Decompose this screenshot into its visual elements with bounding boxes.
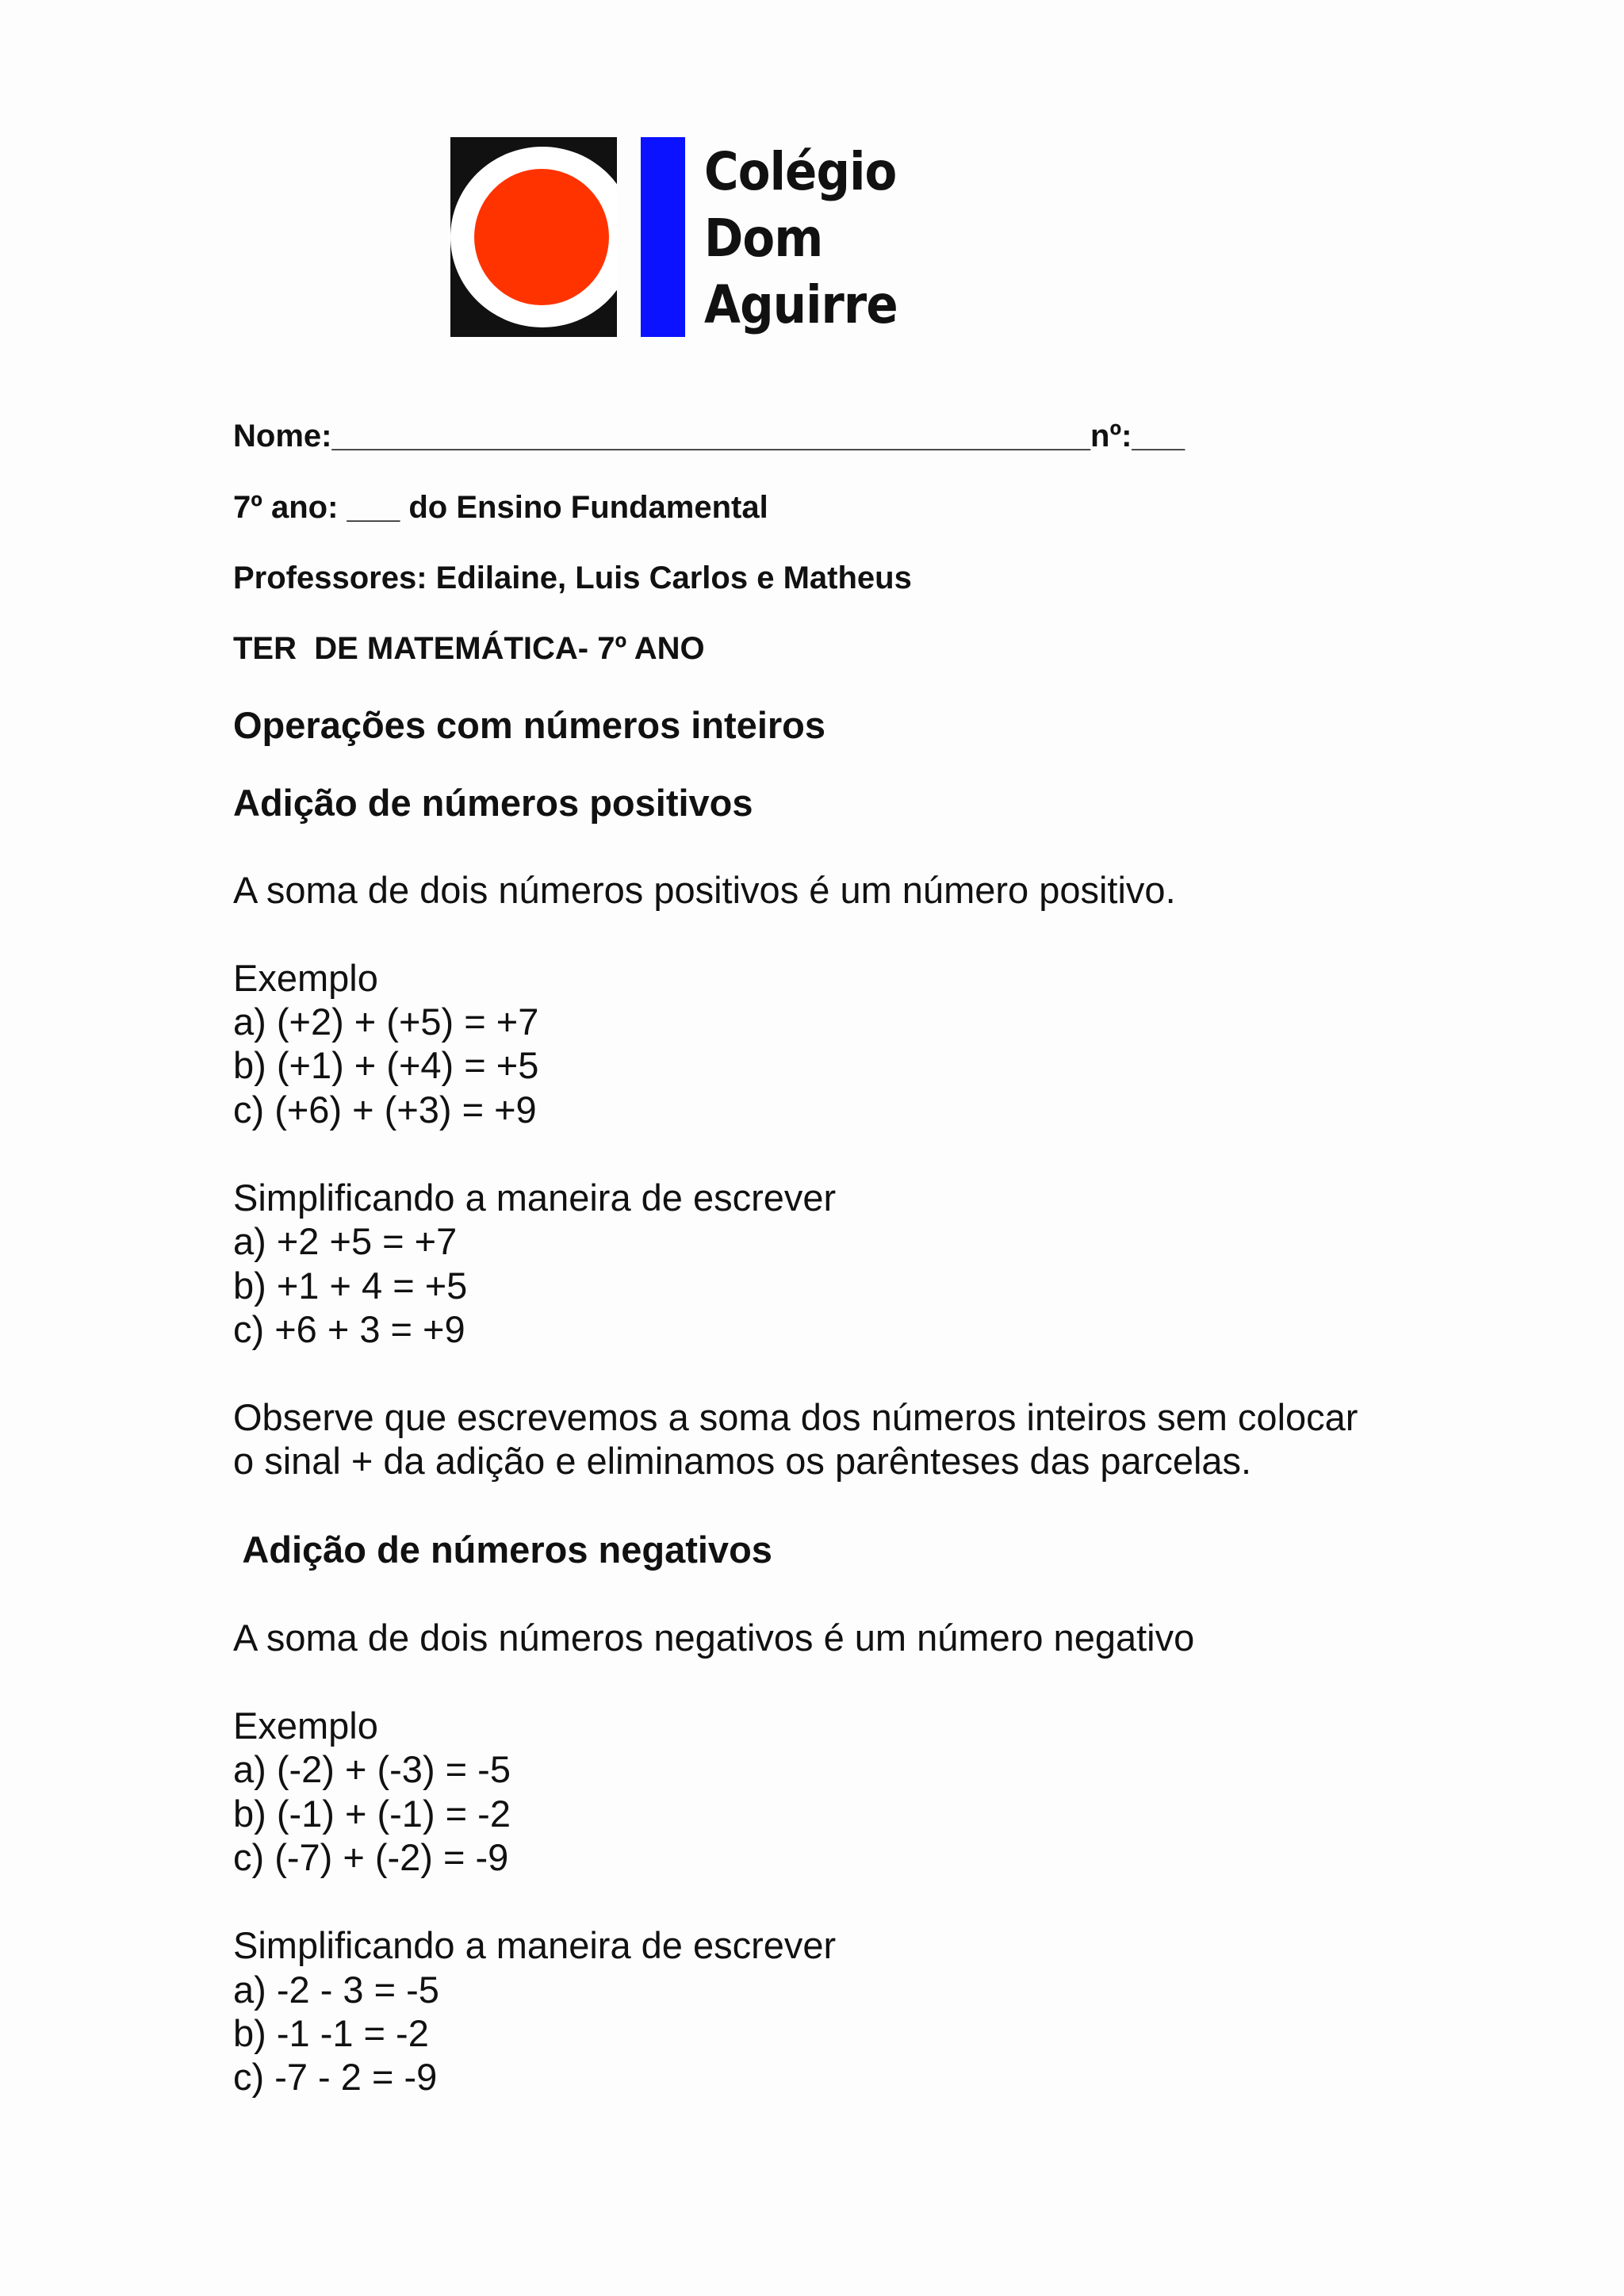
positive-simplified-b: b) +1 + 4 = +5 [233, 1265, 468, 1307]
school-name-line2: Dom Aguirre [704, 208, 898, 335]
positive-example-a: a) (+2) + (+5) = +7 [233, 1001, 539, 1043]
negative-simplified-b: b) -1 -1 = -2 [233, 2012, 429, 2054]
positive-example-b: b) (+1) + (+4) = +5 [233, 1044, 539, 1086]
positive-simplify-label: Simplificando a maneira de escrever [233, 1177, 837, 1219]
positive-example-c: c) (+6) + (+3) = +9 [233, 1089, 537, 1131]
negative-addition-title: Adição de números negativos [233, 1529, 772, 1571]
grade-line: 7º ano: ___ do Ensino Fundamental [233, 490, 768, 525]
negative-example-b: b) (-1) + (-1) = -2 [233, 1793, 511, 1835]
positive-example-label: Exemplo [233, 957, 378, 999]
positive-addition-title: Adição de números positivos [233, 782, 753, 824]
subject-line: TER DE MATEMÁTICA- 7º ANO [233, 631, 705, 666]
positive-rule: A soma de dois números positivos é um número positivo. [233, 869, 1176, 911]
negative-simplified-c: c) -7 - 2 = -9 [233, 2056, 438, 2098]
negative-simplify-label: Simplificando a maneira de escrever [233, 1924, 837, 1966]
positive-simplified-a: a) +2 +5 = +7 [233, 1220, 458, 1262]
logo-blue-bar [641, 137, 685, 337]
negative-example-label: Exemplo [233, 1705, 378, 1747]
negative-simplified-a: a) -2 - 3 = -5 [233, 1969, 439, 2011]
teachers-line: Professores: Edilaine, Luis Carlos e Matheus [233, 561, 912, 595]
school-name-line1: Colégio [704, 141, 897, 202]
negative-rule: A soma de dois números negativos é um número negativo [233, 1617, 1195, 1659]
name-field-line: Nome:___________________________________________nº:___ [233, 419, 1185, 453]
positive-simplified-c: c) +6 + 3 = +9 [233, 1308, 465, 1350]
logo-square [450, 137, 617, 337]
negative-example-c: c) (-7) + (-2) = -9 [233, 1836, 509, 1878]
school-logo [450, 137, 1021, 337]
logo-red-circle [474, 169, 609, 305]
positive-note-line2: o sinal + da adição e eliminamos os parênteses das parcelas. [233, 1440, 1252, 1482]
positive-note-line1: Observe que escrevemos a soma dos números inteiros sem colocar [233, 1396, 1358, 1438]
negative-example-a: a) (-2) + (-3) = -5 [233, 1748, 511, 1790]
section-title: Operações com números inteiros [233, 704, 826, 746]
school-name [704, 139, 990, 339]
